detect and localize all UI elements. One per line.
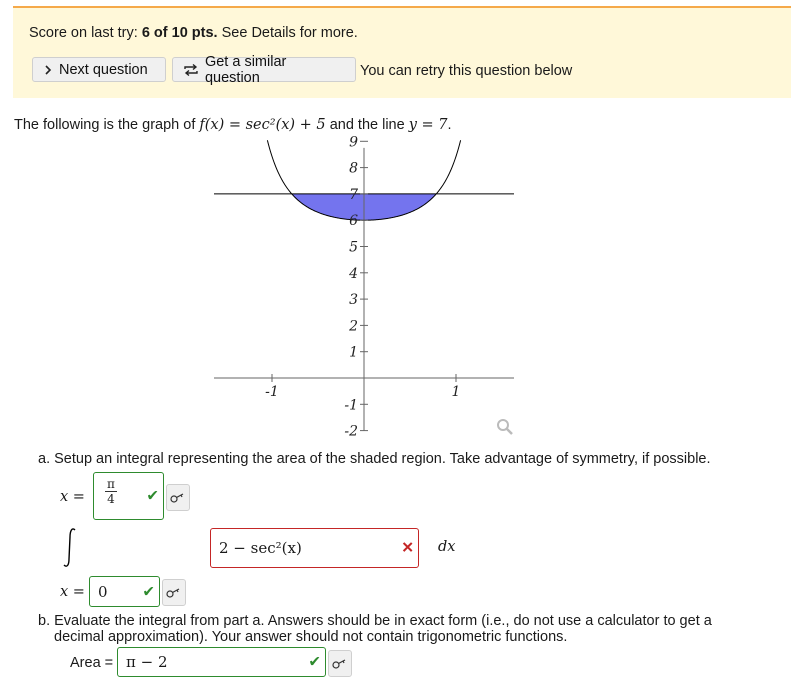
y-tick-label: 7 <box>349 186 358 203</box>
next-question-label: Next question <box>59 61 148 78</box>
y-tick-label: 2 <box>349 318 358 335</box>
area-label: Area = <box>70 655 114 671</box>
correct-check-icon: ✔ <box>146 487 159 505</box>
prompt-end: . <box>447 117 452 133</box>
key-icon[interactable] <box>162 579 186 606</box>
function-expression: f(x) = sec²(x) + 5 <box>199 117 326 133</box>
function-graph <box>180 132 540 442</box>
y-tick-label: -2 <box>344 423 358 440</box>
score-suffix: See Details for more. <box>221 25 358 41</box>
y-tick-label: 4 <box>349 265 358 282</box>
x-tick-label: -1 <box>265 384 279 400</box>
y-tick-label: 5 <box>349 239 358 256</box>
dx-label: dx <box>438 539 456 555</box>
part-b-instructions <box>38 613 738 645</box>
prompt-lead: The following is the graph of <box>14 117 196 133</box>
prompt-connector: and the line <box>329 117 405 133</box>
retry-message: You can retry this question below <box>360 63 573 79</box>
upper-limit-numerator: π <box>107 477 115 491</box>
area-value: π − 2 <box>126 653 168 671</box>
part-b-line1: b. Evaluate the integral from part a. Answers should be in exact form (i.e., do not use a calculator to get a <box>38 613 712 629</box>
zoom-icon[interactable] <box>496 418 514 436</box>
key-icon[interactable] <box>166 484 190 511</box>
lower-limit-value: 0 <box>98 582 108 601</box>
retry-arrows-icon <box>183 63 199 77</box>
correct-check-icon: ✔ <box>308 653 321 671</box>
integrand-input[interactable] <box>210 528 419 568</box>
similar-question-label: Get a similar question <box>204 53 287 86</box>
upper-limit-input[interactable] <box>93 472 164 520</box>
score-points: 6 of 10 pts. <box>141 25 218 41</box>
y-tick-label: 8 <box>349 160 358 177</box>
incorrect-x-icon: ✕ <box>401 539 414 557</box>
key-glyph-icon <box>166 588 182 598</box>
y-tick-label: 6 <box>349 213 358 230</box>
upper-limit-label: x = <box>60 489 85 505</box>
lower-limit-input[interactable] <box>89 576 160 607</box>
integrand-value: 2 − sec²(x) <box>219 539 302 557</box>
score-summary <box>29 25 358 41</box>
score-banner <box>13 6 791 98</box>
score-prefix: Score on last try: <box>29 25 138 41</box>
part-a-instructions: a. Setup an integral representing the area of the shaded region. Take advantage of symmetry, if possible. <box>38 451 711 467</box>
y-tick-label: 9 <box>349 134 358 151</box>
correct-check-icon: ✔ <box>142 583 155 600</box>
y-tick-label: 3 <box>349 292 358 309</box>
question-prompt <box>14 117 452 133</box>
upper-limit-fraction <box>105 478 117 506</box>
key-icon[interactable] <box>328 650 352 677</box>
area-input[interactable] <box>117 647 326 677</box>
part-b-line2: decimal approximation). Your answer should not contain trigonometric functions. <box>54 629 568 645</box>
y-tick-label: 1 <box>349 344 358 361</box>
key-glyph-icon <box>332 659 348 669</box>
key-glyph-icon <box>170 493 186 503</box>
chevron-right-icon <box>43 64 53 76</box>
upper-limit-denominator: 4 <box>105 491 117 506</box>
line-expression: y = 7 <box>408 117 448 133</box>
x-tick-label: 1 <box>451 384 461 400</box>
integral-sign-icon <box>60 527 80 569</box>
y-tick-label: -1 <box>344 397 358 414</box>
next-question-button[interactable] <box>32 57 166 82</box>
similar-question-button[interactable] <box>172 53 356 86</box>
lower-limit-label: x = <box>60 584 85 600</box>
